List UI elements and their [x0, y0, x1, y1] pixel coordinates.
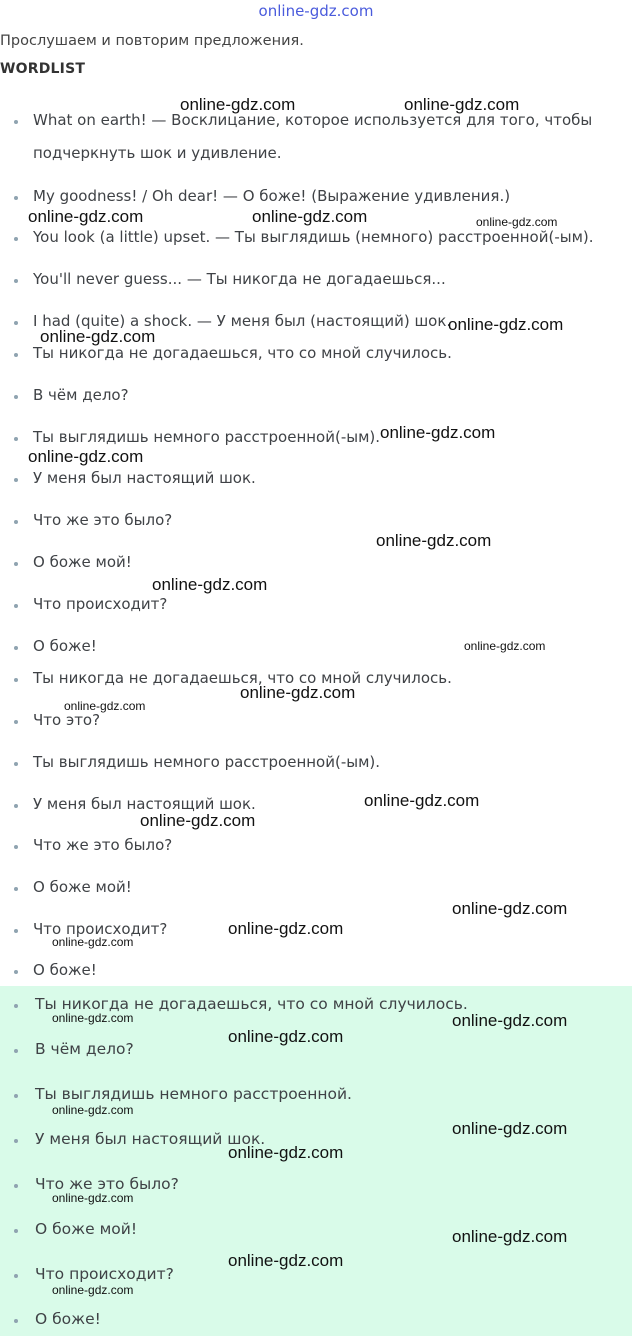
list-item-text: Что происходит?	[33, 595, 168, 613]
watermark: online-gdz.com	[452, 1119, 568, 1138]
bullet-icon	[14, 520, 18, 524]
list-item-text: Что же это было?	[33, 836, 173, 854]
intro-text: Прослушаем и повторим предложения.	[0, 33, 304, 49]
list-item-text: Ты выглядишь немного расстроенной(-ым).	[33, 753, 381, 771]
watermark: online-gdz.com	[52, 935, 134, 949]
bullet-icon	[14, 720, 18, 724]
list-item-text: What on earth! — Восклицание, которое используется для того, чтобы	[33, 111, 593, 129]
watermark: online-gdz.com	[52, 1191, 134, 1205]
bullet-icon	[14, 929, 18, 933]
bullet-icon	[14, 646, 18, 650]
list-item-text: О боже мой!	[33, 553, 132, 571]
bullet-icon	[14, 353, 18, 357]
list-item-text: You look (a little) upset. — Ты выглядишь (немного) расстроенной(-ым).	[33, 228, 594, 246]
watermark: online-gdz.com	[240, 683, 356, 702]
bullet-icon	[14, 1049, 18, 1053]
watermark: online-gdz.com	[228, 919, 344, 938]
bullet-icon	[14, 437, 18, 441]
list-item-continuation: подчеркнуть шок и удивление.	[33, 144, 282, 162]
list-item-text: Ты никогда не догадаешься, что со мной случилось.	[33, 344, 452, 362]
watermark: online-gdz.com	[376, 531, 492, 550]
watermark: online-gdz.com	[452, 1227, 568, 1246]
watermark: online-gdz.com	[404, 95, 520, 114]
bullet-icon	[14, 678, 18, 682]
bullet-icon	[14, 1229, 18, 1233]
list-item-text: О боже мой!	[35, 1220, 138, 1238]
wordlist-heading: WORDLIST	[0, 61, 86, 77]
bullet-icon	[14, 478, 18, 482]
list-item-text: Что происходит?	[33, 920, 168, 938]
bullet-icon	[14, 562, 18, 566]
bullet-icon	[14, 1319, 18, 1323]
list-item-text: Что же это было?	[33, 511, 173, 529]
bullet-icon	[14, 321, 18, 325]
watermark: online-gdz.com	[140, 811, 256, 830]
watermark: online-gdz.com	[52, 1283, 134, 1297]
watermark: online-gdz.com	[476, 215, 558, 229]
watermark: online-gdz.com	[380, 423, 496, 442]
list-item-text: О боже мой!	[33, 878, 132, 896]
watermark: online-gdz.com	[180, 95, 296, 114]
list-item-text: Ты выглядишь немного расстроенной.	[35, 1085, 352, 1103]
bullet-icon	[14, 887, 18, 891]
watermark: online-gdz.com	[228, 1027, 344, 1046]
list-item-text: У меня был настоящий шок.	[35, 1130, 266, 1148]
list-item-text: Ты выглядишь немного расстроенной(-ым).	[33, 428, 381, 446]
list-item-text: О боже!	[33, 961, 97, 979]
watermark: online-gdz.com	[228, 1143, 344, 1162]
list-item-text: В чём дело?	[33, 386, 129, 404]
bullet-icon	[14, 970, 18, 974]
watermark: online-gdz.com	[464, 639, 546, 653]
list-item-text: Ты никогда не догадаешься, что со мной случилось.	[35, 995, 468, 1013]
watermark: online-gdz.com	[448, 315, 564, 334]
list-item-text: О боже!	[35, 1310, 101, 1328]
watermark: online-gdz.com	[64, 699, 146, 713]
bullet-icon	[14, 120, 18, 124]
bullet-icon	[14, 1139, 18, 1143]
watermark: online-gdz.com	[364, 791, 480, 810]
bullet-icon	[14, 804, 18, 808]
watermark: online-gdz.com	[28, 207, 144, 226]
site-header-link[interactable]: online-gdz.com	[258, 2, 374, 20]
bullet-icon	[14, 196, 18, 200]
watermark: online-gdz.com	[152, 575, 268, 594]
list-item-text: Что это?	[33, 711, 101, 729]
bullet-icon	[14, 1004, 18, 1008]
list-item-text: I had (quite) a shock. — У меня был (настоящий) шок.	[33, 312, 452, 330]
list-item-text: В чём дело?	[35, 1040, 134, 1058]
watermark: online-gdz.com	[452, 1011, 568, 1030]
list-item-text: О боже!	[33, 637, 97, 655]
list-item-text: У меня был настоящий шок.	[33, 469, 256, 487]
list-item-text: You'll never guess... — Ты никогда не догадаешься...	[33, 270, 446, 288]
watermark: online-gdz.com	[52, 1103, 134, 1117]
list-item-text: My goodness! / Oh dear! — О боже! (Выражение удивления.)	[33, 187, 511, 205]
bullet-icon	[14, 237, 18, 241]
bullet-icon	[14, 279, 18, 283]
bullet-icon	[14, 604, 18, 608]
watermark: online-gdz.com	[252, 207, 368, 226]
bullet-icon	[14, 845, 18, 849]
list-item-text: Что происходит?	[35, 1265, 174, 1283]
list-item-text: Ты никогда не догадаешься, что со мной случилось.	[33, 669, 452, 687]
watermark: online-gdz.com	[40, 327, 156, 346]
list-item-text: Что же это было?	[35, 1175, 179, 1193]
watermark: online-gdz.com	[28, 447, 144, 466]
bullet-icon	[14, 1274, 18, 1278]
bullet-icon	[14, 1184, 18, 1188]
watermark: online-gdz.com	[452, 899, 568, 918]
list-item-text: У меня был настоящий шок.	[33, 795, 256, 813]
watermark: online-gdz.com	[52, 1011, 134, 1025]
bullet-icon	[14, 395, 18, 399]
bullet-icon	[14, 1094, 18, 1098]
bullet-icon	[14, 762, 18, 766]
watermark: online-gdz.com	[228, 1251, 344, 1270]
